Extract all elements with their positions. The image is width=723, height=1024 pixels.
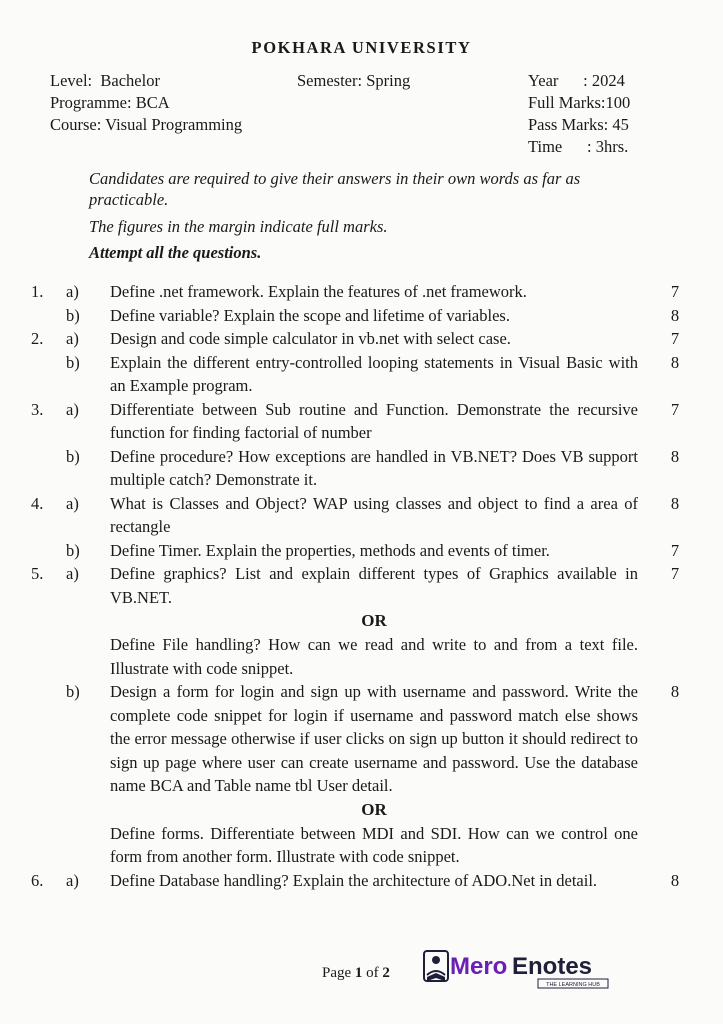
question-row bbox=[0, 633, 723, 680]
question-number: 2. bbox=[31, 329, 44, 348]
year-field: Year : 2024 bbox=[528, 71, 625, 90]
semester-field: Semester: Spring bbox=[297, 71, 411, 90]
brand-enotes: Enotes bbox=[512, 953, 593, 980]
page-number: 1 bbox=[354, 965, 363, 981]
question-row bbox=[0, 445, 723, 492]
question-text: Define graphics? List and explain different types of Graphics available in VB.NET. bbox=[110, 564, 638, 607]
question-subpart: b) bbox=[66, 682, 80, 701]
page-prefix: Page bbox=[322, 965, 355, 981]
page-mid: of bbox=[362, 965, 383, 981]
brand-mero: Mero bbox=[450, 953, 508, 980]
question-marks: 8 bbox=[670, 870, 680, 890]
brand-tagline: THE LEARNING HUB bbox=[546, 982, 600, 988]
question-row bbox=[0, 398, 723, 445]
page-indicator bbox=[322, 965, 390, 982]
question-marks: 7 bbox=[670, 329, 680, 348]
question-row bbox=[0, 539, 723, 563]
question-number: 3. bbox=[31, 399, 44, 419]
instruction-attempt-all: Attempt all the questions. bbox=[89, 243, 262, 262]
question-marks: 8 bbox=[670, 493, 680, 513]
instruction-own-words: Candidates are required to give their answers in their own words as far as practicable. bbox=[89, 169, 581, 209]
question-row bbox=[0, 869, 723, 893]
question-text: Explain the different entry-controlled looping statements in Visual Basic with an Example program. bbox=[110, 352, 638, 395]
question-subpart: a) bbox=[66, 399, 79, 419]
university-title: POKHARA UNIVERSITY bbox=[251, 38, 472, 57]
question-text: Define variable? Explain the scope and lifetime of variables. bbox=[110, 305, 510, 325]
question-marks: 7 bbox=[670, 540, 680, 560]
question-number: 6. bbox=[31, 870, 44, 890]
question-subpart: a) bbox=[66, 564, 79, 583]
question-row bbox=[0, 327, 723, 351]
or-separator: OR bbox=[361, 799, 387, 819]
page-total: 2 bbox=[382, 965, 390, 981]
question-text: Define procedure? How exceptions are handled in VB.NET? Does VB support multiple catch? Demonstrate it. bbox=[110, 446, 638, 489]
question-number: 4. bbox=[31, 493, 44, 513]
question-text: Define .net framework. Explain the features of .net framework. bbox=[110, 282, 527, 301]
time-field: Time : 3hrs. bbox=[528, 137, 629, 156]
pass-marks-field: Pass Marks: 45 bbox=[528, 115, 629, 134]
question-list bbox=[0, 280, 723, 892]
question-subpart: b) bbox=[66, 352, 80, 372]
book-reader-icon bbox=[424, 951, 448, 981]
or-separator: OR bbox=[361, 611, 387, 630]
question-row bbox=[0, 304, 723, 328]
question-subpart: a) bbox=[66, 282, 79, 301]
question-marks: 8 bbox=[670, 682, 680, 701]
question-number: 5. bbox=[31, 564, 44, 583]
exam-info-middle bbox=[297, 70, 410, 92]
question-subpart: b) bbox=[66, 540, 80, 560]
programme-field: Programme: BCA bbox=[50, 93, 170, 112]
question-text: Design a form for login and sign up with username and password. Write the complete code snippet for login if username and password match else shows the error message otherwise if user clicks on sign up button it should redirect to sign up page where user can create username and password. Use the database name BCA and Table name tbl User detail. bbox=[110, 682, 638, 795]
question-subpart: a) bbox=[66, 870, 79, 890]
question-text: Define Timer. Explain the properties, methods and events of timer. bbox=[110, 540, 550, 560]
level-field: Level: Bachelor bbox=[50, 71, 160, 90]
question-marks: 8 bbox=[670, 446, 680, 466]
question-subpart: a) bbox=[66, 493, 79, 513]
question-text: Design and code simple calculator in vb.net with select case. bbox=[110, 329, 511, 348]
question-text: Differentiate between Sub routine and Function. Demonstrate the recursive function for finding factorial of number bbox=[110, 399, 638, 442]
course-field: Course: Visual Programming bbox=[50, 115, 243, 134]
question-subpart: b) bbox=[66, 305, 80, 325]
question-text: Define forms. Differentiate between MDI and SDI. How can we control one form from another form. Illustrate with code snippet. bbox=[110, 823, 638, 866]
exam-info-right bbox=[528, 70, 630, 158]
exam-info-left bbox=[50, 70, 242, 136]
question-marks: 7 bbox=[670, 282, 680, 301]
instruction-margin-marks: The figures in the margin indicate full marks. bbox=[89, 217, 388, 236]
question-row bbox=[0, 280, 723, 304]
question-marks: 8 bbox=[670, 305, 680, 325]
question-row bbox=[0, 492, 723, 539]
question-row bbox=[0, 351, 723, 398]
question-row bbox=[0, 680, 723, 798]
question-subpart: b) bbox=[66, 446, 80, 466]
question-text: What is Classes and Object? WAP using classes and object to find a area of rectangle bbox=[110, 493, 638, 536]
question-number: 1. bbox=[31, 282, 44, 301]
question-marks: 8 bbox=[670, 352, 680, 372]
question-marks: 7 bbox=[670, 564, 680, 583]
question-row bbox=[0, 822, 723, 869]
question-text: Define File handling? How can we read and write to and from a text file. Illustrate with code snippet. bbox=[110, 635, 638, 678]
question-subpart: a) bbox=[66, 329, 79, 348]
question-text: Define Database handling? Explain the architecture of ADO.Net in detail. bbox=[110, 870, 598, 890]
question-marks: 7 bbox=[670, 399, 680, 419]
full-marks-field: Full Marks:100 bbox=[528, 93, 631, 112]
meroenotes-logo bbox=[420, 945, 616, 991]
question-row bbox=[0, 562, 723, 609]
